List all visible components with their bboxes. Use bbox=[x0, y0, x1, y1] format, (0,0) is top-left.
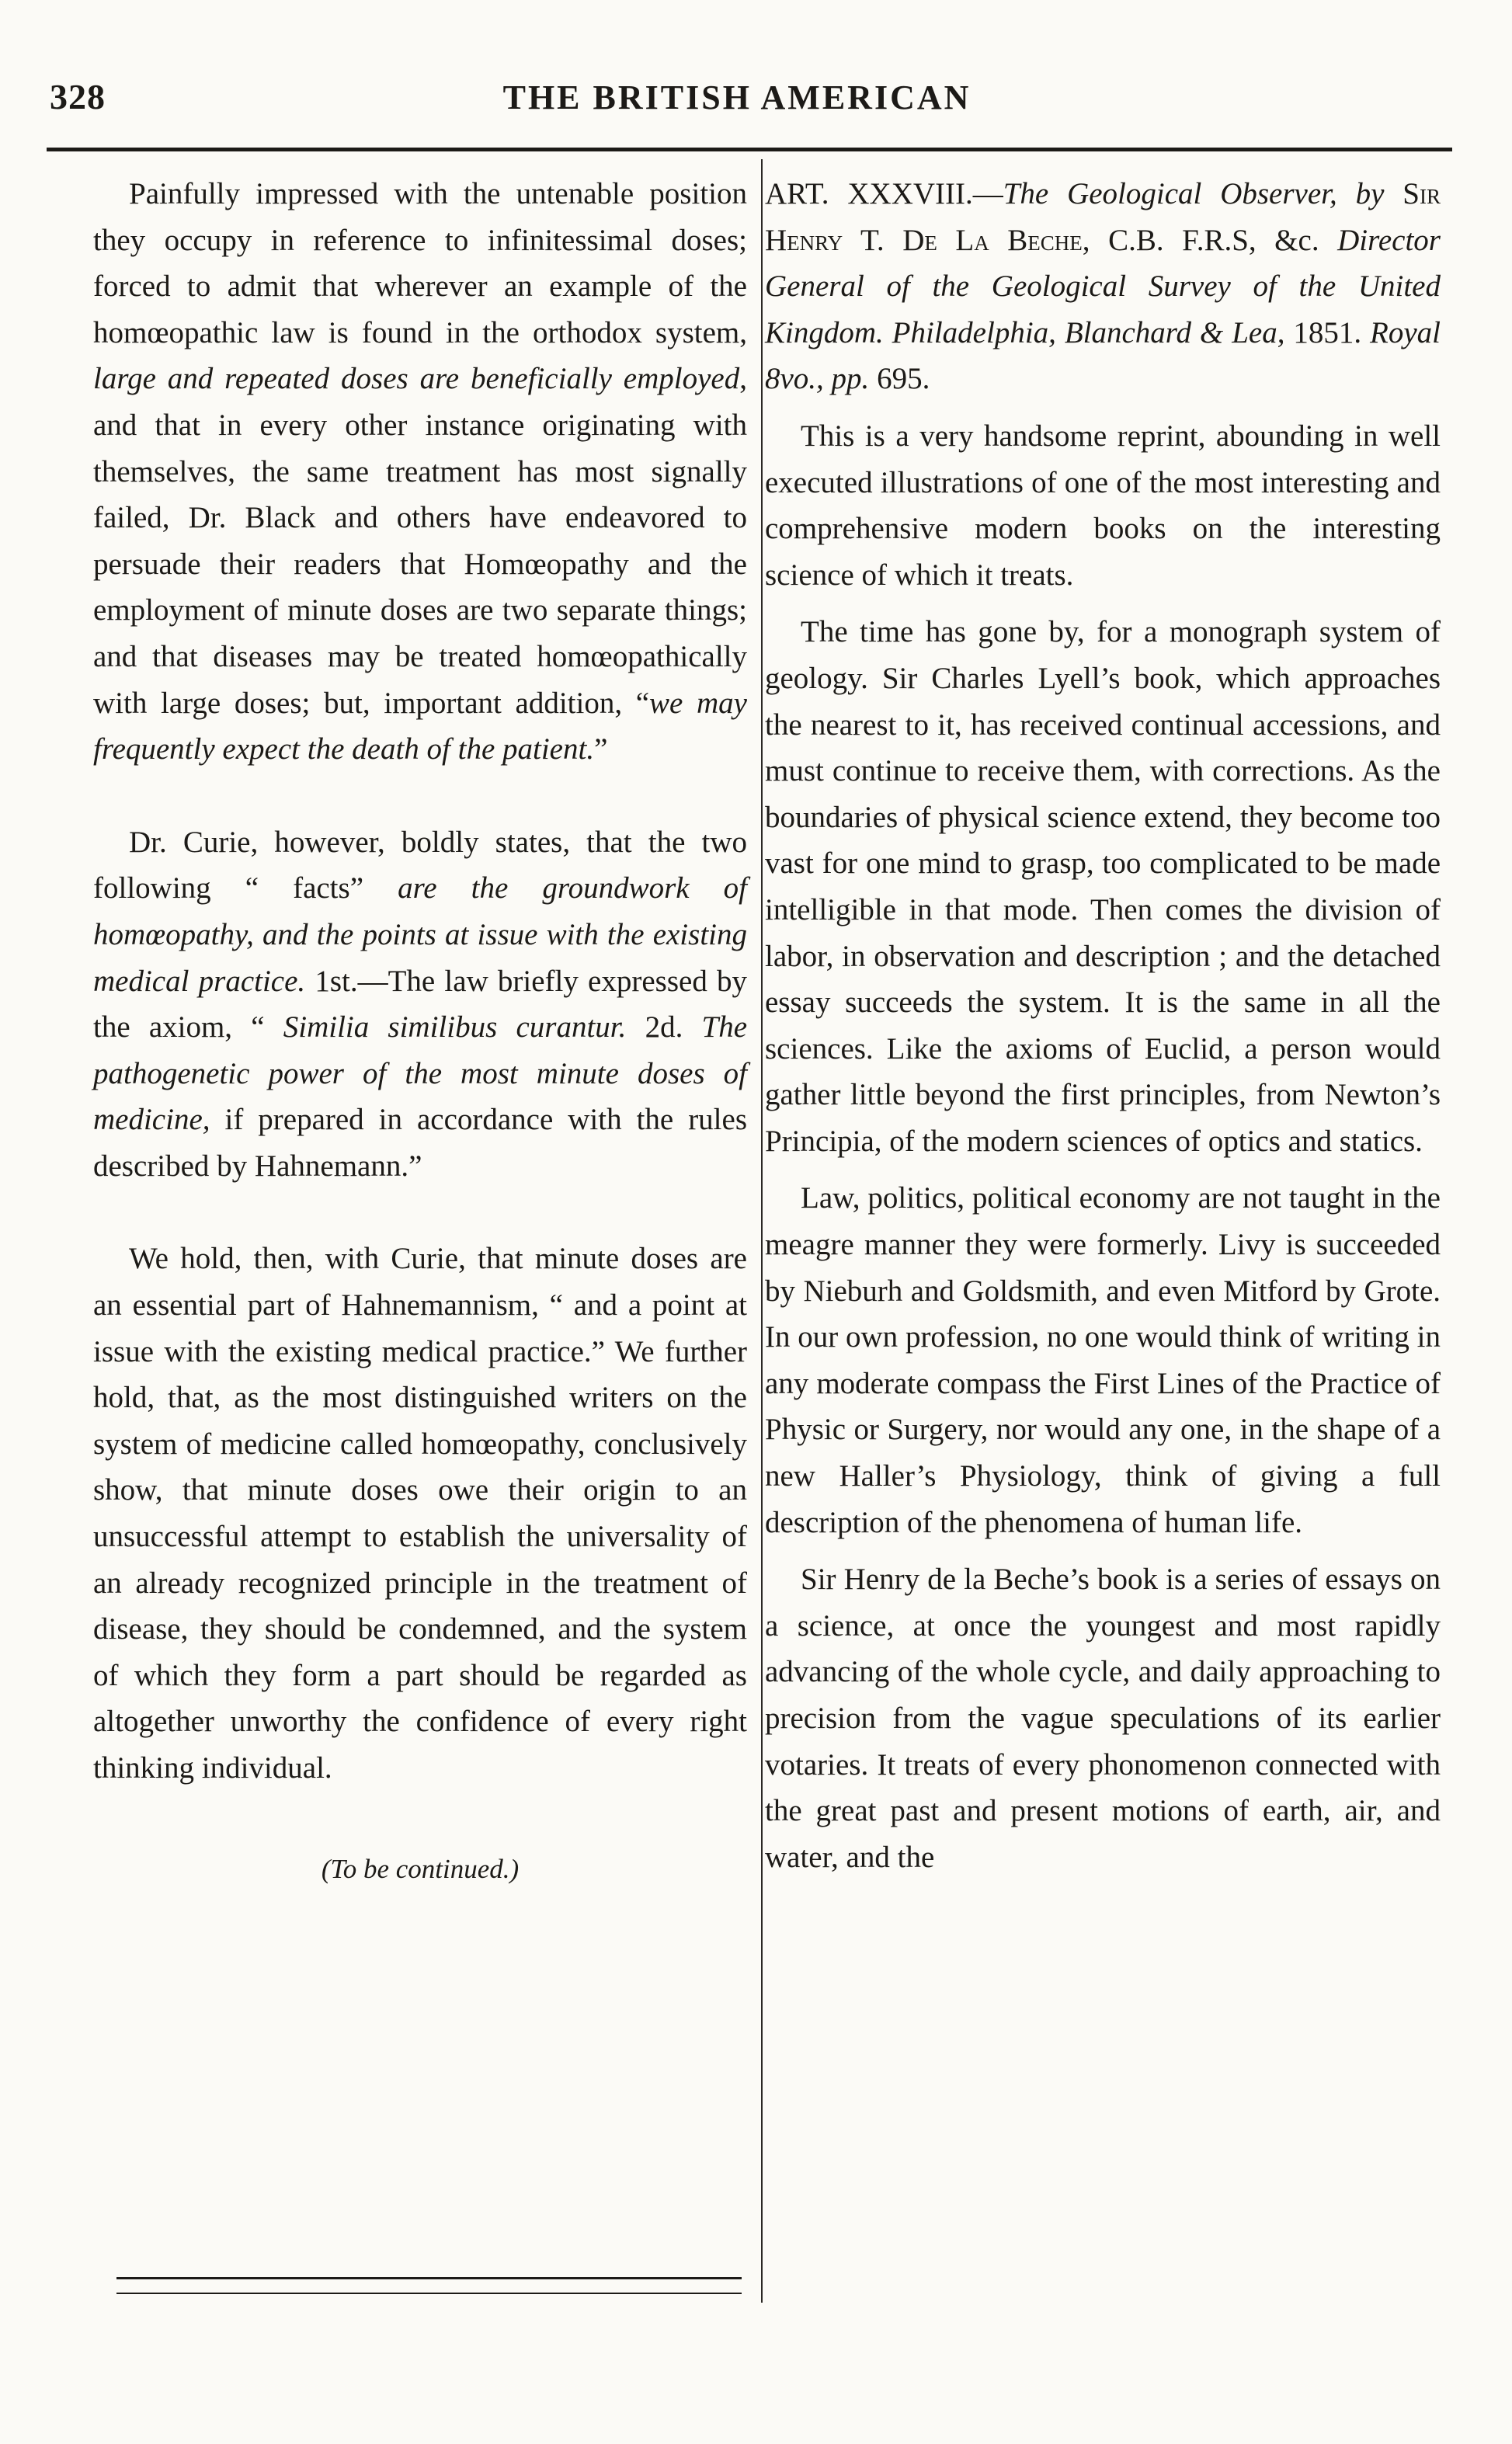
article-year: 1851. bbox=[1284, 315, 1371, 349]
paragraph-reprint: This is a very handsome reprint, abounding in well executed illustrations of one of the most interesting and comprehensive modern books on the interesting science of which it treats. bbox=[765, 419, 1441, 592]
end-rule-top bbox=[116, 2277, 742, 2279]
page-number: 328 bbox=[50, 77, 106, 116]
article-author: Sir Henry T. De La Beche bbox=[765, 177, 1441, 257]
paragraph-painfully bbox=[93, 171, 747, 773]
to-be-continued: (To be continued.) bbox=[321, 1853, 520, 1884]
text-run: 2d. bbox=[626, 1010, 702, 1045]
header-rule bbox=[47, 148, 1452, 151]
text-run: if prepared in accordance with the rules described by Hahnemann.” bbox=[93, 1103, 747, 1183]
italic-run: The pathogenetic power of the most minute doses of medicine, bbox=[93, 1010, 748, 1137]
article-credentials: , C.B. F.R.S, &c. bbox=[1082, 223, 1338, 257]
text-run: 1st.—The law briefly expressed by the axiom, “ bbox=[93, 964, 748, 1045]
article-role: Director General of the Geological Survey of the United Kingdom. Philadelphia, Blanchard & Lea, bbox=[765, 223, 1441, 349]
column-divider bbox=[761, 159, 763, 2303]
article-pages: 695. bbox=[869, 362, 930, 396]
italic-run: Similia similibus curantur. bbox=[283, 1010, 627, 1045]
left-column bbox=[93, 171, 747, 1892]
article-title: The Geological Observer, bbox=[1003, 177, 1337, 210]
text-run: Painfully impressed with the untenable position they occupy in reference to infinitessimal doses; forced to admit that wherever an example of the homœopathic law is found in the orthodox system, bbox=[93, 177, 747, 349]
article-by: by bbox=[1336, 177, 1403, 210]
italic-run: large and repeated doses are beneficially employed bbox=[93, 362, 740, 396]
paragraph-we-hold: We hold, then, with Curie, that minute doses are an essential part of Hahnemannism, “ and a point at issue with the existing medical practice.” We further hold, that, as the most distinguished writers on the system of medicine called homœopathy, conclusively show, that minute doses owe their origin to an unsuccessful attempt to establish the universality of an already recognized principle in the treatment of disease, they should be condemned, and the system of which they form a part should be regarded as altogether unworthy the confidence of every right thinking individual. bbox=[93, 1242, 747, 1785]
paragraph-de-la-beche: Sir Henry de la Beche’s book is a series of essays on a science, at once the youngest and most rapidly advancing of the whole cycle, and daily approaching to precision from the vague speculations of its earlier votaries. It treats of every phonomenon connected with the great past and present motions of earth, air, and water, and the bbox=[765, 1563, 1441, 1874]
page-header bbox=[50, 76, 1424, 141]
article-format: Royal 8vo., pp. bbox=[765, 315, 1441, 396]
paragraph-curie bbox=[93, 819, 747, 1190]
text-run: , and that in every other instance originating with themselves, the same treatment has most signally failed, Dr. Black and others have endeavored to persuade their readers that Homœopathy and the employment of minute doses are two separate things; and that diseases may be treated homœopathically with large doses; but, important addition, “ bbox=[93, 362, 747, 720]
paragraph-monograph: The time has gone by, for a monograph system of geology. Sir Charles Lyell’s book, which approaches the nearest to it, has received continual accessions, and must continue to receive them, with corrections. As the boundaries of physical science extend, they become too vast for one mind to grasp, too complicated to be made intelligible in that mode. Then comes the division of labor, in observation and description ; and the detached essay succeeds the system. It is the same in all the sciences. Like the axioms of Euclid, a person would gather little beyond the first principles, from Newton’s Principia, of the modern sciences of optics and statics. bbox=[765, 615, 1441, 1158]
italic-run: are the groundwork of homœopathy, and the points at issue with the existing medical practice. bbox=[93, 871, 747, 998]
right-column bbox=[765, 171, 1441, 1880]
italic-run: we may frequently expect the death of the patient. bbox=[93, 686, 747, 767]
article-heading bbox=[765, 171, 1441, 402]
text-run: ” bbox=[594, 732, 608, 767]
paragraph-law-politics: Law, politics, political economy are not taught in the meagre manner they were formerly. Livy is succeeded by Nieburh and Goldsmith, and even Mitford by Grote. In our own profession, no one would think of writing in any moderate compass the First Lines of the Practice of Physic or Surgery, nor would any one, in the shape of a new Haller’s Physiology, think of giving a full description of the phenomena of human life. bbox=[765, 1181, 1441, 1539]
running-title: THE BRITISH AMERICAN bbox=[502, 78, 972, 116]
end-rule-bottom bbox=[116, 2293, 742, 2294]
text-run: Dr. Curie, however, boldly states, that the two following “ facts” bbox=[93, 825, 747, 906]
article-number: ART. XXXVIII.— bbox=[765, 177, 1003, 210]
